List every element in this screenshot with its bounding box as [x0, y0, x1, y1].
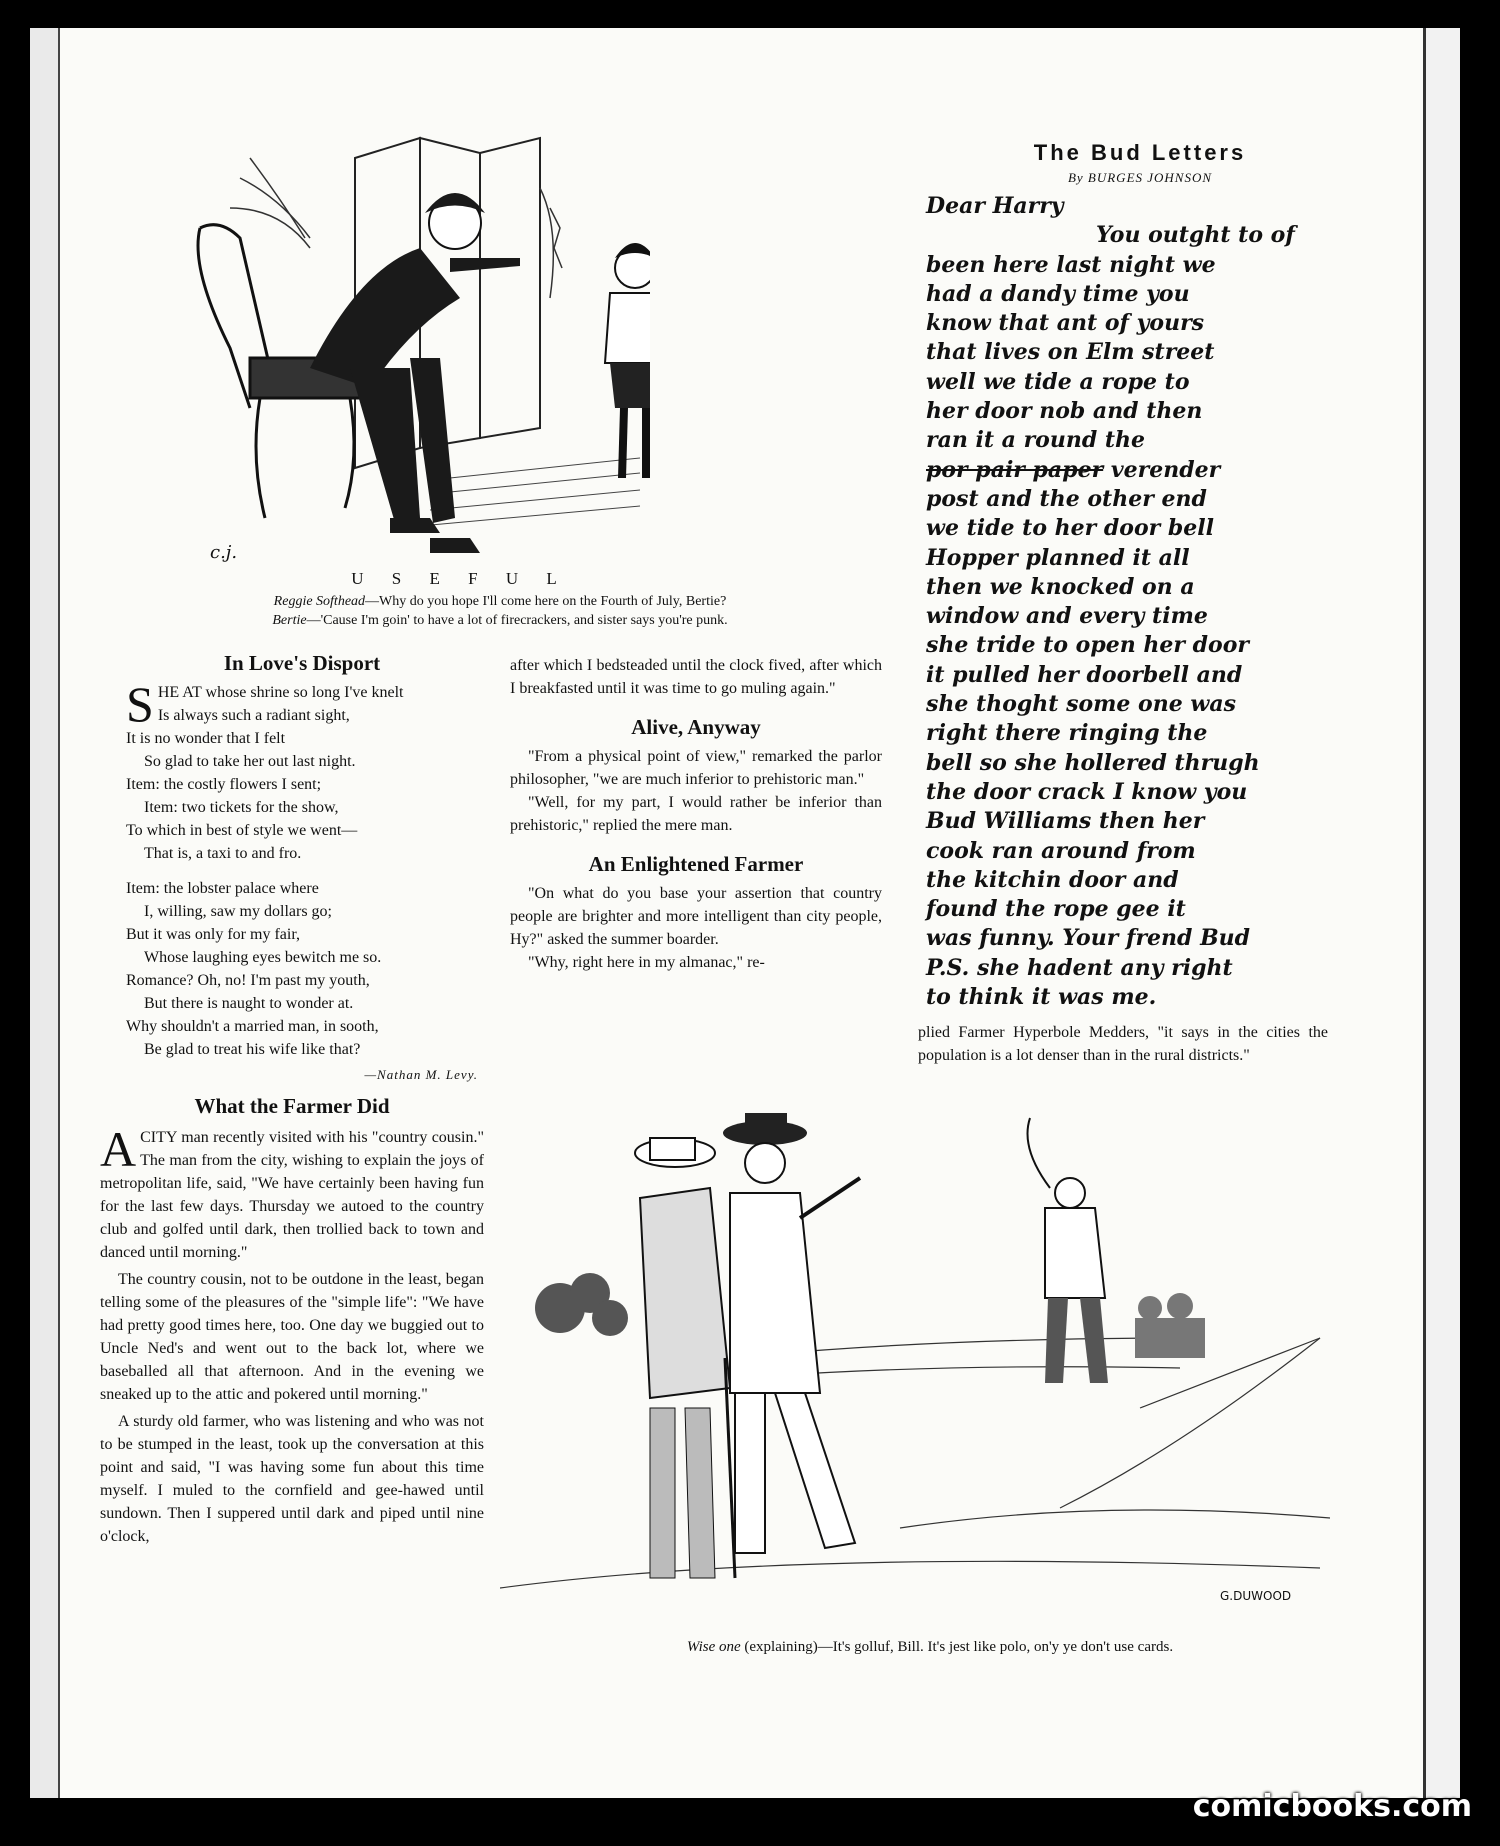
useful-caption-title: U S E F U L	[351, 569, 569, 588]
letter-line-8: her door nob and then	[926, 398, 1203, 425]
letter-line-2: You outght to of	[1096, 222, 1295, 249]
poem-line-10: I, willing, saw my dollars go;	[144, 903, 332, 920]
loves-disport-heading: In Love's Disport	[223, 651, 381, 675]
enlightened-farmer-continuation: plied Farmer Hyperbole Medders, "it says in the cities the population is a lot denser than in the rural districts."	[918, 1024, 1328, 1064]
poem-line-6: Item: two tickets for the show,	[144, 799, 339, 816]
poem-line-14: But there is naught to wonder at.	[144, 995, 354, 1012]
alive-anyway-paragraph-2: "Well, for my part, I would rather be inferior than prehistoric," replied the mere man.	[510, 794, 882, 834]
enlightened-farmer-heading: An Enlightened Farmer	[588, 852, 804, 876]
poem-line-15: Why shouldn't a married man, in sooth,	[126, 1018, 379, 1035]
caption-speaker-bertie: Bertie	[272, 613, 307, 628]
caption-speaker-reggie: Reggie Softhead	[273, 594, 366, 609]
letter-line-21: the door crack I know you	[926, 778, 1248, 805]
loves-disport-poem	[126, 652, 478, 1086]
enlightened-farmer-continuation-column	[918, 1021, 1328, 1067]
poem-line-3: It is no wonder that I felt	[126, 730, 286, 747]
letter-line-19: right there ringing the	[926, 720, 1208, 747]
letter-line-22: Bud Williams then her	[926, 808, 1205, 835]
letter-line-10	[926, 456, 1356, 485]
poem-line-8: That is, a taxi to and fro.	[144, 845, 302, 862]
poem-line-9: Item: the lobster palace where	[126, 880, 319, 897]
letter-line-11: post and the other end	[926, 485, 1207, 512]
site-watermark: comicbooks.com	[1192, 1789, 1472, 1824]
enlightened-farmer-paragraph-1: "On what do you base your assertion that country people are brighter and more intelligent than city people, Hy?" asked the summer boarder.	[510, 885, 882, 948]
enlightened-farmer-paragraph-2: "Why, right here in my almanac," re-	[528, 954, 765, 971]
golf-caption-speaker: Wise one	[686, 1639, 741, 1655]
letter-line-13: Hopper planned it all	[926, 544, 1190, 571]
letter-line-25: found the rope gee it	[926, 896, 1186, 923]
letter-line-5: know that ant of yours	[926, 310, 1205, 337]
farmer-did-article	[100, 1095, 484, 1548]
alive-anyway-paragraph-1: "From a physical point of view," remarked the parlor philosopher, "we are much inferior to prehistoric man."	[510, 748, 882, 788]
poem-line-2: Is always such a radiant sight,	[157, 707, 350, 724]
golf-caption-aside: (explaining)	[744, 1639, 818, 1655]
letter-line-12: we tide to her door bell	[926, 515, 1214, 542]
poem-line-16: Be glad to treat his wife like that?	[144, 1041, 361, 1058]
letter-line-14: then we knocked on a	[926, 573, 1195, 600]
letter-line-16: she tride to open her door	[926, 632, 1249, 659]
golf-cartoon-drawing	[500, 1108, 1350, 1608]
letter-struck-out: por pair paper	[926, 456, 1104, 483]
page-gutter	[30, 28, 60, 1798]
letter-line-24: the kitchin door and	[926, 866, 1179, 893]
useful-caption-line-1	[150, 592, 850, 611]
letter-line-9: ran it a round the	[926, 427, 1146, 454]
letter-line-17: it pulled her doorbell and	[926, 661, 1243, 688]
useful-caption-line-2	[150, 611, 850, 630]
alive-anyway-heading: Alive, Anyway	[631, 715, 761, 739]
poem-dropcap: S	[126, 676, 154, 732]
letter-line-18: she thoght some one was	[926, 691, 1236, 718]
letter-line-6: that lives on Elm street	[926, 339, 1215, 366]
bud-letter-handwriting	[926, 192, 1356, 1012]
golf-caption-text: —It's golluf, Bill. It's jest like polo, on'y ye don't use cards.	[817, 1639, 1174, 1655]
farmer-did-paragraph-3: A sturdy old farmer, who was listening and who was not to be stumped in the least, took up the conversation at this point and said, "I was having some fun about this time myself. I muled to the cornfield and gee-hawed until sundown. Then I suppered until dark and piped until nine o'clock,	[100, 1413, 484, 1545]
useful-cartoon-drawing	[180, 118, 650, 568]
letter-line-27: P.S. she hadent any right	[926, 954, 1233, 981]
bud-letters-byline: By BURGES JOHNSON	[1067, 170, 1213, 185]
farmer-did-paragraph-1: CITY man recently visited with his "country cousin." The man from the city, wishing to explain the joys of metropolitan life, said, "We have certainly been having fun for the last few days. Thursday we autoed to the country club and golfed until dark, then trollied back to town and danced until morning."	[100, 1129, 484, 1261]
farmer-did-paragraph-2: The country cousin, not to be outdone in the least, began telling some of the pleasures of the "simple life": "We have had pretty good times here, too. One day we buggied out to Uncle Ned's and went out to the back lot, where we baseballed all that afternoon. And in the evening we sneaked up to the attic and pokered until morning."	[100, 1271, 484, 1403]
caption-text-reggie: —Why do you hope I'll come here on the Fourth of July, Bertie?	[365, 594, 727, 609]
svg-text:c.j.: c.j.	[210, 542, 238, 563]
letter-line-1: Dear Harry	[926, 193, 1064, 219]
letter-line-28: to think it was me.	[926, 984, 1157, 1011]
golf-caption	[500, 1638, 1360, 1657]
poem-line-5: Item: the costly flowers I sent;	[126, 776, 322, 793]
poem-line-1: HE AT whose shrine so long I've knelt	[157, 684, 404, 701]
poem-line-12: Whose laughing eyes bewitch me so.	[144, 949, 382, 966]
farmer-did-heading: What the Farmer Did	[194, 1094, 390, 1118]
poem-line-4: So glad to take her out last night.	[144, 753, 356, 770]
letter-line-7: well we tide a rope to	[926, 368, 1190, 395]
useful-cartoon-illustration	[180, 118, 650, 568]
golf-cartoon-illustration	[500, 1108, 1350, 1608]
letter-line-23: cook ran around from	[926, 837, 1196, 864]
letter-line-3: been here last night we	[926, 251, 1216, 278]
letter-line-15: window and every time	[926, 603, 1208, 630]
svg-text:G.DUWOOD: G.DUWOOD	[1220, 1589, 1292, 1603]
caption-text-bertie: —'Cause I'm goin' to have a lot of firecrackers, and sister says you're punk.	[306, 613, 728, 628]
poem-line-7: To which in best of style we went—	[126, 822, 358, 839]
letter-line-26: was funny. Your frend Bud	[926, 925, 1251, 952]
poem-line-11: But it was only for my fair,	[126, 926, 300, 943]
letter-line-10-text: verender	[1110, 456, 1221, 483]
poem-byline: —Nathan M. Levy.	[364, 1067, 478, 1082]
letter-line-4: had a dandy time you	[926, 280, 1190, 307]
poem-line-13: Romance? Oh, no! I'm past my youth,	[126, 972, 370, 989]
bud-letters-title: The Bud Letters	[1033, 140, 1247, 165]
farmer-did-dropcap: A	[100, 1121, 137, 1177]
middle-column	[510, 654, 882, 974]
letter-line-20: bell so she hollered thrugh	[926, 749, 1260, 776]
magazine-page	[30, 28, 1460, 1798]
farmer-did-continuation: after which I bedsteaded until the clock fived, after which I breakfasted until it was time to go muling again."	[510, 657, 882, 697]
page-edge	[1423, 28, 1460, 1798]
